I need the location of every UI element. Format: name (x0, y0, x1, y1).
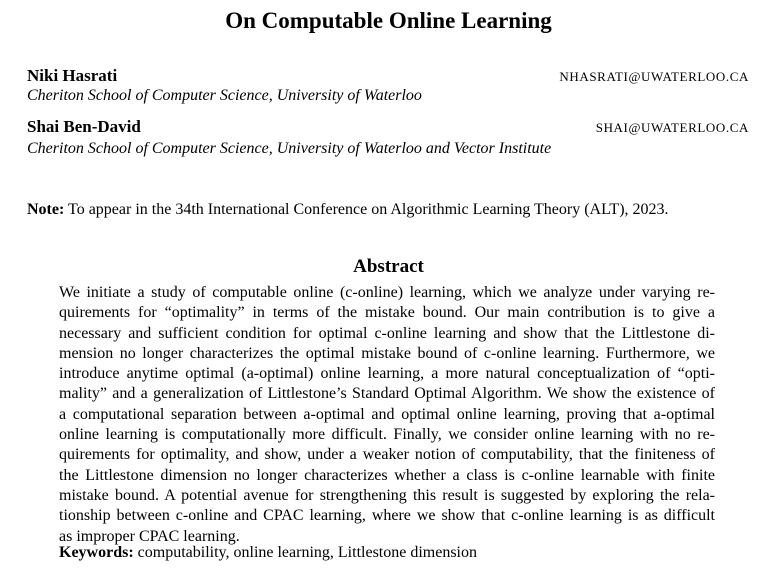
author-1-email: NHASRATI@UWATERLOO.CA (559, 69, 749, 84)
author-2-affiliation: Cheriton School of Computer Science, University of Waterloo and Vector Institute (27, 140, 552, 157)
abstract-heading: Abstract (353, 256, 424, 277)
abstract-line: as improper CPAC learning. (59, 527, 240, 545)
author-2-name: Shai Ben-David (27, 117, 141, 136)
abstract-body (59, 283, 715, 547)
publication-note (27, 200, 669, 220)
abstract-line: mension no longer characterizes the optimal mistake bound of c-online learning. Furthermore, we (59, 344, 715, 362)
author-1 (27, 65, 749, 87)
abstract-line: the Littlestone dimension no longer characterizes whether a class is c-online learnable with finite (59, 466, 715, 484)
author-2-email: SHAI@UWATERLOO.CA (595, 120, 749, 135)
paper-title: On Computable Online Learning (225, 8, 552, 33)
author-1-name: Niki Hasrati (27, 66, 118, 85)
abstract-line: tionship between c-online and CPAC learning, where we show that c-online learning is as difficult (59, 507, 715, 525)
abstract-line: mality” and a generalization of Littlestone’s Standard Optimal Algorithm. We show the existence of (59, 385, 715, 403)
keywords (59, 543, 477, 563)
author-1-affiliation: Cheriton School of Computer Science, University of Waterloo (27, 87, 422, 104)
abstract-line: mistake bound. A potential avenue for strengthening this result is suggested by exploring the rela- (59, 486, 715, 504)
abstract-line: necessary and sufficient condition for optimal c-online learning and show that the Littlestone di- (59, 324, 715, 342)
abstract-line: a computational separation between a-optimal and optimal online learning, proving that a-optimal (59, 405, 715, 423)
note-text: To appear in the 34th International Conference on Algorithmic Learning Theory (ALT), 2023. (68, 201, 669, 218)
abstract-line: online learning is computationally more difficult. Finally, we consider online learning with no re- (59, 426, 715, 444)
author-2 (27, 116, 749, 138)
abstract-line: We initiate a study of computable online (c-online) learning, which we analyze under varying re- (59, 284, 715, 301)
note-label: Note: (27, 201, 65, 218)
abstract-line: quirements for “optimality” in terms of the mistake bound. Our main contribution is to give a (59, 304, 715, 322)
abstract-line: quirements for optimality, and show, under a weaker notion of computability, that the finiteness of (59, 446, 715, 464)
keywords-text: computability, online learning, Littlestone dimension (137, 544, 477, 561)
keywords-label: Keywords: (59, 544, 134, 561)
abstract-line: introduce anytime optimal (a-optimal) online learning, a more natural conceptualization of “opti- (59, 365, 715, 383)
